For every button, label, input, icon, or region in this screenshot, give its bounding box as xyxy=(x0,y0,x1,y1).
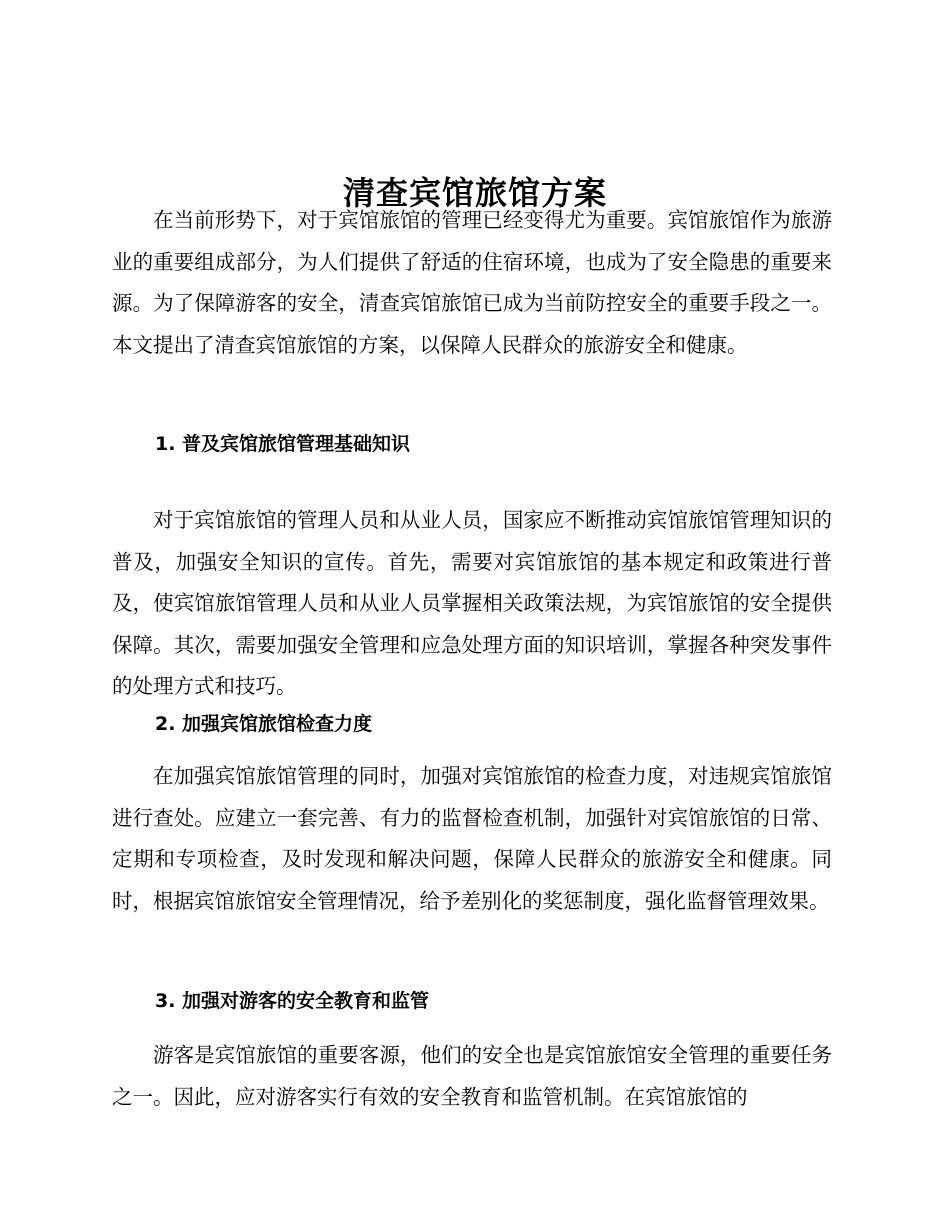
section-paragraph-2: 在加强宾馆旅馆管理的同时，加强对宾馆旅馆的检查力度，对违规宾馆旅馆进行查处。应建立一套完善、有力的监督检查机制，加强针对宾馆旅馆的日常、定期和专项检查，及时发现和解决问题，保障人民群众的旅游安全和健康。同时，根据宾馆旅馆安全管理情况，给予差别化的奖惩制度，强化监督管理效果。 xyxy=(112,764,832,913)
section-heading-1: 1. 普及宾馆旅馆管理基础知识 xyxy=(155,433,411,455)
page-title: 清查宾馆旅馆方案 xyxy=(342,174,607,213)
section-paragraph-1: 对于宾馆旅馆的管理人员和从业人员，国家应不断推动宾馆旅馆管理知识的普及，加强安全知识的宣传。首先，需要对宾馆旅馆的基本规定和政策进行普及，使宾馆旅馆管理人员和从业人员掌握相关政策法规，为宾馆旅馆的安全提供保障。其次，需要加强安全管理和应急处理方面的知识培训，掌握各种突发事件的处理方式和技巧。 xyxy=(112,508,832,698)
intro-paragraph: 在当前形势下，对于宾馆旅馆的管理已经变得尤为重要。宾馆旅馆作为旅游业的重要组成部分，为人们提供了舒适的住宿环境，也成为了安全隐患的重要来源。为了保障游客的安全，清查宾馆旅馆已成为当前防控安全的重要手段之一。本文提出了清查宾馆旅馆的方案，以保障人民群众的旅游安全和健康。 xyxy=(112,208,832,357)
section-paragraph-3: 游客是宾馆旅馆的重要客源，他们的安全也是宾馆旅馆安全管理的重要任务之一。因此，应对游客实行有效的安全教育和监管机制。在宾馆旅馆的 xyxy=(112,1043,832,1109)
section-heading-3: 3. 加强对游客的安全教育和监管 xyxy=(155,990,430,1012)
section-heading-2: 2. 加强宾馆旅馆检查力度 xyxy=(155,713,373,735)
